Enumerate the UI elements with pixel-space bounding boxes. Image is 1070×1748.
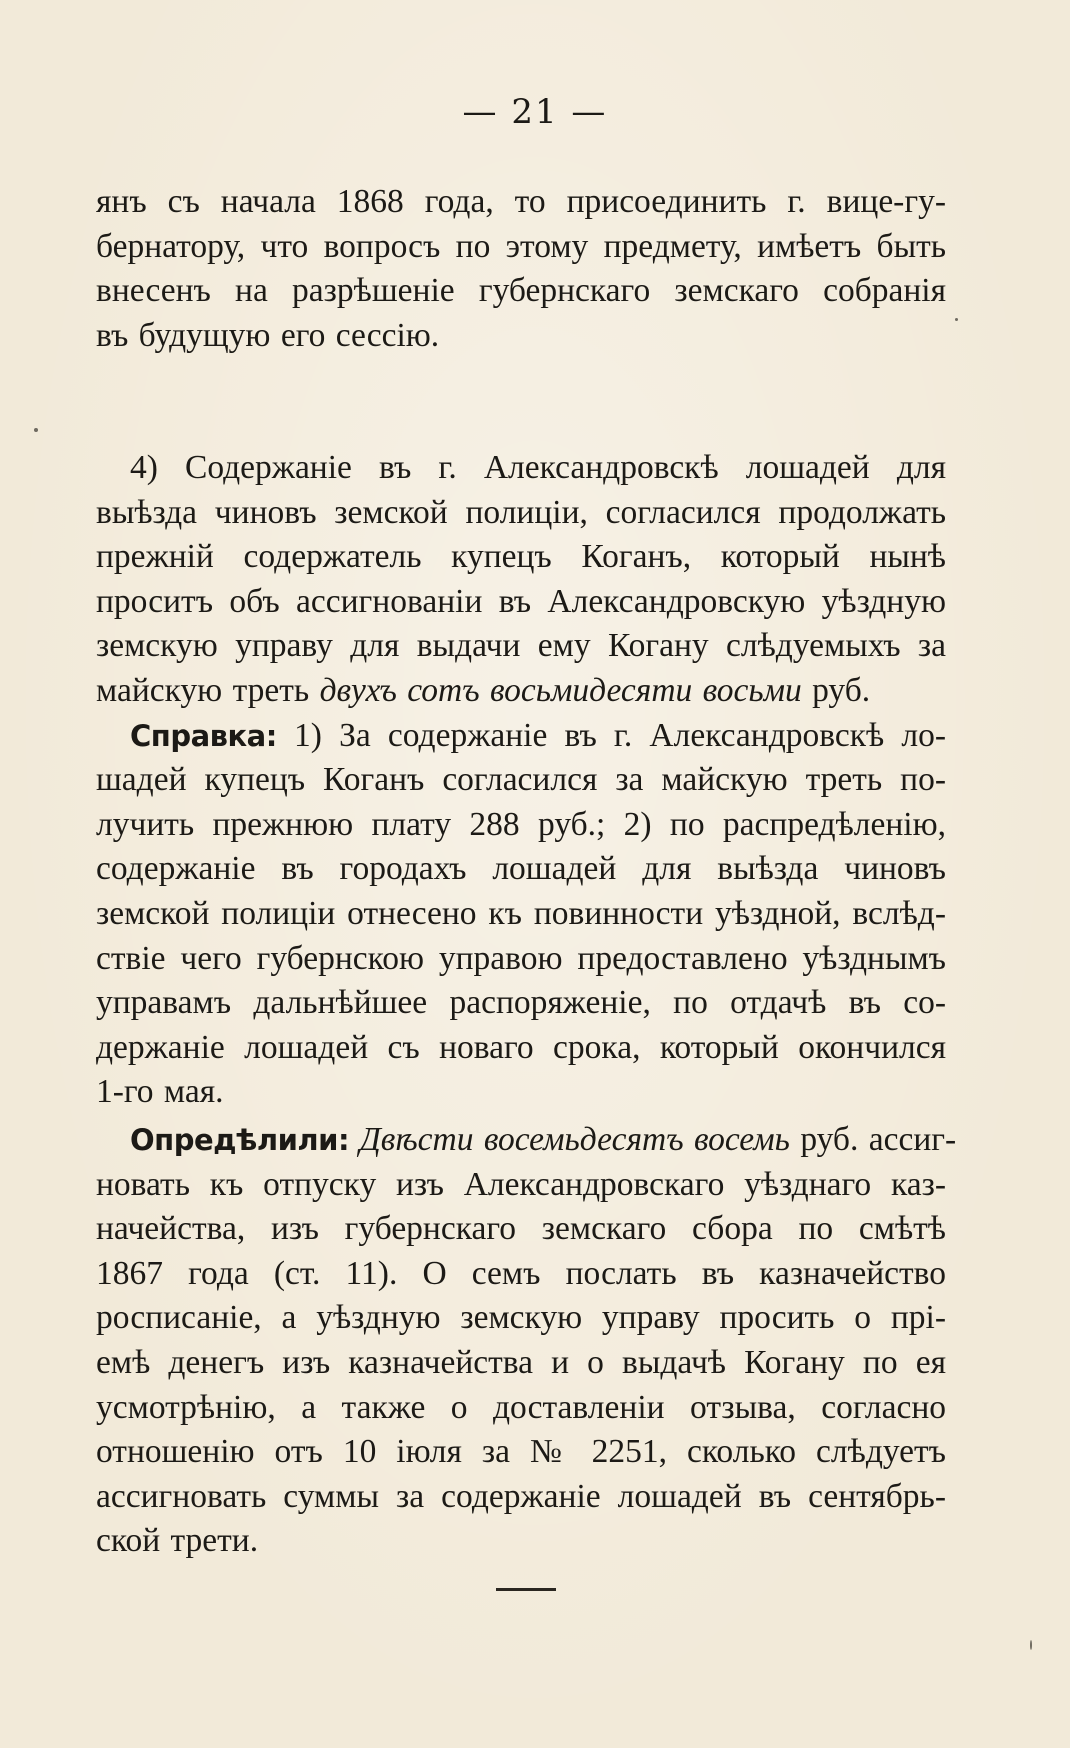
text-line <box>96 669 946 714</box>
text-line: 1-го мая. <box>96 1073 224 1111</box>
text-line: шадей купецъ Коганъ согласился за майскую треть по- <box>96 761 946 799</box>
text-line: выѣзда чиновъ земской полиціи, согласился продолжать <box>96 493 946 531</box>
opredelili-label: Опредѣлили: <box>130 1123 350 1157</box>
text-line: земскую управу для выдачи ему Когану слѣдуемыхъ за <box>96 627 946 665</box>
text-line: внесенъ на разрѣшеніе губернскаго земскаго собранія <box>96 272 946 310</box>
paragraph-item-4 <box>96 446 946 1115</box>
spravka-first-line <box>96 714 946 759</box>
text-line: росписаніе, а уѣздную земскую управу просить о прі- <box>96 1299 946 1337</box>
paper-speck <box>955 318 958 321</box>
text-line: держаніе лошадей съ новаго срока, который окончился <box>96 1028 946 1066</box>
paragraph-continuation <box>96 180 946 358</box>
opredelili-first-line <box>96 1118 957 1163</box>
paragraph-opredelili <box>96 1118 957 1564</box>
text-line: емѣ денегъ изъ казначейства и о выдачѣ Когану по ея <box>96 1343 946 1381</box>
text-line: ассигновать суммы за содержаніе лошадей въ сентябрь- <box>96 1477 946 1515</box>
text-line: 4) Содержаніе въ г. Александровскѣ лошадей для <box>130 449 946 486</box>
text-line: въ будущую его сессію. <box>96 316 440 354</box>
text-segment: руб. ассиг- <box>789 1121 957 1158</box>
text-line: содержаніе въ городахъ лошадей для выѣзда чиновъ <box>96 850 946 888</box>
text-segment: майскую треть <box>96 671 320 709</box>
text-line: ствіе чего губернскою управою предоставлено уѣзднымъ <box>96 939 946 977</box>
spravka-label: Справка: <box>130 718 277 753</box>
page-number: — 21 — <box>462 92 608 132</box>
end-rule <box>496 1588 556 1591</box>
text-line: земской полиціи отнесено къ повинности уѣздной, вслѣд- <box>96 894 946 932</box>
text-line: 1867 года (ст. 11). О семъ послать въ казначейство <box>96 1254 946 1292</box>
text-segment: 1) За содержаніе въ г. Александровскѣ ло- <box>276 716 946 754</box>
text-line: лучить прежнюю плату 288 руб.; 2) по распредѣленію, <box>96 805 946 843</box>
italic-amount: Двѣсти восемьдесятъ восемь <box>349 1121 790 1158</box>
text-line: управамъ дальнѣйшее распоряженіе, по отдачѣ въ со- <box>96 984 946 1022</box>
text-segment: руб. <box>801 671 871 709</box>
text-line: проситъ объ ассигнованіи въ Александровскую уѣздную <box>96 582 946 620</box>
paper-speck <box>34 428 38 432</box>
text-line: начейства, изъ губернскаго земскаго сбора по смѣтѣ <box>96 1210 946 1248</box>
text-line: усмотрѣнію, а также о доставленіи отзыва, согласно <box>96 1388 946 1426</box>
text-line: бернатору, что вопросъ по этому предмету, имѣетъ быть <box>96 227 946 265</box>
text-line: отношенію отъ 10 іюля за № 2251, сколько слѣдуетъ <box>96 1433 946 1471</box>
text-line: новать къ отпуску изъ Александровскаго уѣзднаго каз- <box>96 1165 946 1203</box>
italic-amount: двухъ сотъ восьмидесяти восьми <box>319 671 802 709</box>
paper-speck <box>1030 1640 1032 1650</box>
text-line: янъ съ начала 1868 года, то присоединить г. вице-гу- <box>96 183 946 220</box>
text-line: прежній содержатель купецъ Коганъ, который нынѣ <box>96 538 946 576</box>
text-line: ской трети. <box>96 1522 259 1560</box>
